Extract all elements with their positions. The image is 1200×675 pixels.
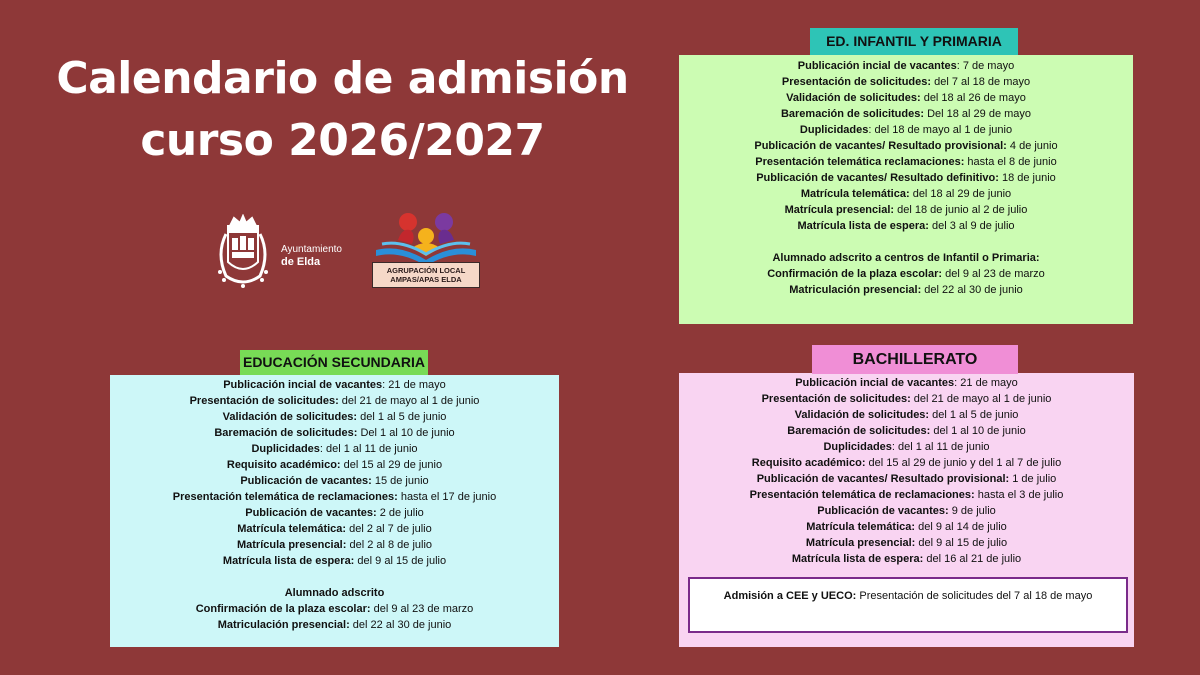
schedule-row-value: Del 1 al 10 de junio <box>357 427 455 439</box>
schedule-row-value: del 21 de mayo al 1 de junio <box>910 393 1052 405</box>
schedule-row-label: Publicación incial de vacantes <box>795 377 955 389</box>
schedule-row <box>679 90 1133 106</box>
schedule-row-value: del 3 al 9 de julio <box>928 220 1015 232</box>
schedule-row-value: : del 1 al 11 de junio <box>319 443 418 455</box>
schedule-row-value: del 15 al 29 de junio y del 1 al 7 de julio <box>865 457 1062 469</box>
schedule-row <box>679 58 1133 74</box>
schedule-row-label: Matrícula lista de espera: <box>791 553 924 565</box>
schedule-row-value: del 22 al 30 de junio <box>921 284 1023 296</box>
schedule-row-label: Matriculación presencial: <box>217 619 350 631</box>
schedule-row <box>679 74 1133 90</box>
schedule-row-label: Matrícula telemática: <box>237 523 347 535</box>
schedule-row-value: Del 18 al 29 de mayo <box>924 108 1032 120</box>
schedule-row <box>679 391 1134 407</box>
cee-value: Presentación de solicitudes del 7 al 18 de mayo <box>856 590 1093 602</box>
schedule-row-value: hasta el 8 de junio <box>964 156 1057 168</box>
schedule-row-label: Requisito académico: <box>751 457 866 469</box>
title-line-2: curso 2026/2027 <box>140 115 545 166</box>
schedule-row-label: Publicación de vacantes: <box>240 475 372 487</box>
schedule-row-value: del 18 al 26 de mayo <box>920 92 1026 104</box>
schedule-row <box>110 473 559 489</box>
schedule-row-label: Confirmación de la plaza escolar: <box>195 603 371 615</box>
ayuntamiento-elda-logo <box>212 214 362 290</box>
schedule-row <box>679 519 1134 535</box>
title-line-1: Calendario de admisión <box>56 53 629 104</box>
schedule-row-label: Matrícula presencial: <box>805 537 916 549</box>
infantil-rows <box>679 58 1133 234</box>
infantil-primaria-panel <box>679 55 1133 324</box>
ampas-logo-text <box>372 262 480 288</box>
schedule-row <box>110 425 559 441</box>
schedule-row-label: Duplicidades <box>823 441 892 453</box>
schedule-row <box>110 457 559 473</box>
secundaria-header: EDUCACIÓN SECUNDARIA <box>240 350 428 375</box>
schedule-row-label: Publicación incial de vacantes <box>223 379 383 391</box>
schedule-row-label: Validación de solicitudes: <box>786 92 921 104</box>
schedule-row-value: del 18 al 29 de junio <box>909 188 1012 200</box>
schedule-row <box>679 455 1134 471</box>
schedule-row-label: Presentación de solicitudes: <box>189 395 339 407</box>
schedule-row <box>679 503 1134 519</box>
schedule-row-value: del 9 al 14 de julio <box>915 521 1007 533</box>
schedule-row <box>679 535 1134 551</box>
coat-of-arms-icon <box>212 214 274 290</box>
schedule-row <box>110 601 559 617</box>
schedule-row <box>110 489 559 505</box>
schedule-row <box>679 106 1133 122</box>
secundaria-panel <box>110 375 559 647</box>
cee-label: Admisión a CEE y UECO: <box>723 590 857 602</box>
schedule-row-label: Publicación de vacantes: <box>817 505 949 517</box>
schedule-row-value: del 9 al 23 de marzo <box>370 603 474 615</box>
schedule-row-value: del 21 de mayo al 1 de junio <box>338 395 480 407</box>
schedule-row <box>679 138 1133 154</box>
schedule-row-label: Matrícula lista de espera: <box>222 555 355 567</box>
schedule-row-value: del 1 al 5 de junio <box>929 409 1019 421</box>
cee-ueco-notice <box>688 577 1128 633</box>
schedule-row-value: del 9 al 15 de julio <box>915 537 1008 549</box>
schedule-row-value: 4 de junio <box>1006 140 1058 152</box>
ampas-logo-line-2: AMPAS/APAS ELDA <box>390 275 462 284</box>
schedule-row-value: del 9 al 23 de marzo <box>942 268 1045 280</box>
schedule-row-value: del 1 al 10 de junio <box>930 425 1026 437</box>
bachillerato-header: BACHILLERATO <box>812 345 1018 374</box>
schedule-row-label: Validación de solicitudes: <box>794 409 930 421</box>
elda-logo-text <box>281 244 342 269</box>
secundaria-subsection-rows <box>110 601 559 633</box>
schedule-row-value: : del 1 al 11 de junio <box>891 441 990 453</box>
schedule-row-value: del 9 al 15 de julio <box>354 555 447 567</box>
elda-logo-line-1: Ayuntamiento <box>281 244 342 255</box>
schedule-row-value: hasta el 3 de julio <box>974 489 1064 501</box>
secundaria-subsection-title: Alumnado adscrito <box>284 587 385 599</box>
schedule-row <box>110 409 559 425</box>
schedule-row-value: 18 de junio <box>998 172 1056 184</box>
schedule-row-value: del 18 de junio al 2 de julio <box>894 204 1028 216</box>
schedule-row-value: 1 de julio <box>1009 473 1057 485</box>
schedule-row-value: : del 18 de mayo al 1 de junio <box>868 124 1013 136</box>
infantil-subsection-title: Alumnado adscrito a centros de Infantil o Primaria: <box>772 252 1040 264</box>
schedule-row-label: Matrícula lista de espera: <box>797 220 929 232</box>
bachillerato-rows <box>679 375 1134 567</box>
schedule-row-value: hasta el 17 de junio <box>397 491 497 503</box>
schedule-row-label: Publicación de vacantes/ Resultado provisional: <box>754 140 1007 152</box>
schedule-row <box>110 505 559 521</box>
schedule-row-label: Presentación de solicitudes: <box>761 393 911 405</box>
schedule-row-value: del 1 al 5 de junio <box>357 411 447 423</box>
schedule-row-label: Matrícula telemática: <box>800 188 910 200</box>
schedule-row-label: Publicación de vacantes/ Resultado definitivo: <box>756 172 999 184</box>
schedule-row-label: Presentación telemática reclamaciones: <box>755 156 965 168</box>
schedule-row <box>679 423 1134 439</box>
schedule-row-label: Duplicidades <box>251 443 320 455</box>
schedule-row-label: Confirmación de la plaza escolar: <box>767 268 943 280</box>
page-title <box>20 48 665 172</box>
schedule-row <box>679 551 1134 567</box>
schedule-row <box>679 218 1133 234</box>
schedule-row <box>679 154 1133 170</box>
infantil-primaria-header: ED. INFANTIL Y PRIMARIA <box>810 28 1018 55</box>
schedule-row-value: 2 de julio <box>376 507 424 519</box>
schedule-row-label: Baremación de solicitudes: <box>780 108 925 120</box>
schedule-row-value: : 21 de mayo <box>954 377 1018 389</box>
schedule-row-label: Requisito académico: <box>226 459 341 471</box>
schedule-row <box>679 186 1133 202</box>
schedule-row <box>679 487 1134 503</box>
infantil-subsection-rows <box>679 266 1133 298</box>
schedule-row <box>110 521 559 537</box>
schedule-row <box>679 266 1133 282</box>
schedule-row-label: Matrícula telemática: <box>806 521 916 533</box>
schedule-row-value: del 16 al 21 de julio <box>923 553 1022 565</box>
elda-logo-line-2: de Elda <box>281 256 321 268</box>
schedule-row <box>679 282 1133 298</box>
schedule-row-label: Baremación de solicitudes: <box>787 425 931 437</box>
schedule-row-value: 9 de julio <box>948 505 996 517</box>
schedule-row-value: del 2 al 8 de julio <box>346 539 433 551</box>
schedule-row-value: del 2 al 7 de julio <box>346 523 432 535</box>
schedule-row-label: Matrícula presencial: <box>784 204 895 216</box>
schedule-row <box>679 202 1133 218</box>
schedule-row <box>110 393 559 409</box>
schedule-row-label: Baremación de solicitudes: <box>214 427 358 439</box>
ampas-logo-line-1: AGRUPACIÓN LOCAL <box>386 266 466 275</box>
schedule-row <box>110 537 559 553</box>
schedule-row-label: Publicación incial de vacantes <box>797 60 957 72</box>
schedule-row <box>679 375 1134 391</box>
schedule-row-value: del 7 al 18 de mayo <box>931 76 1031 88</box>
schedule-row <box>679 122 1133 138</box>
schedule-row-value: 15 de junio <box>371 475 429 487</box>
schedule-row-value: : 21 de mayo <box>382 379 446 391</box>
schedule-row-label: Matriculación presencial: <box>789 284 922 296</box>
schedule-row-label: Presentación de solicitudes: <box>781 76 932 88</box>
schedule-row <box>110 553 559 569</box>
secundaria-rows <box>110 377 559 569</box>
schedule-row <box>679 439 1134 455</box>
schedule-row <box>110 441 559 457</box>
schedule-row-label: Matrícula presencial: <box>236 539 347 551</box>
schedule-row-value: del 15 al 29 de junio <box>340 459 443 471</box>
schedule-row-value: del 22 al 30 de junio <box>349 619 452 631</box>
schedule-row-label: Presentación telemática de reclamaciones: <box>172 491 398 503</box>
book-figures-icon <box>370 210 482 266</box>
schedule-row <box>679 471 1134 487</box>
schedule-row <box>679 407 1134 423</box>
schedule-row-label: Presentación telemática de reclamaciones: <box>749 489 975 501</box>
schedule-row <box>110 617 559 633</box>
schedule-row-label: Validación de solicitudes: <box>222 411 358 423</box>
schedule-row-label: Publicación de vacantes/ Resultado provisional: <box>756 473 1010 485</box>
schedule-row <box>110 377 559 393</box>
ampas-logo <box>370 210 482 288</box>
schedule-row-label: Duplicidades <box>799 124 869 136</box>
schedule-row <box>679 170 1133 186</box>
schedule-row-label: Publicación de vacantes: <box>245 507 377 519</box>
schedule-row-value: : 7 de mayo <box>956 60 1015 72</box>
